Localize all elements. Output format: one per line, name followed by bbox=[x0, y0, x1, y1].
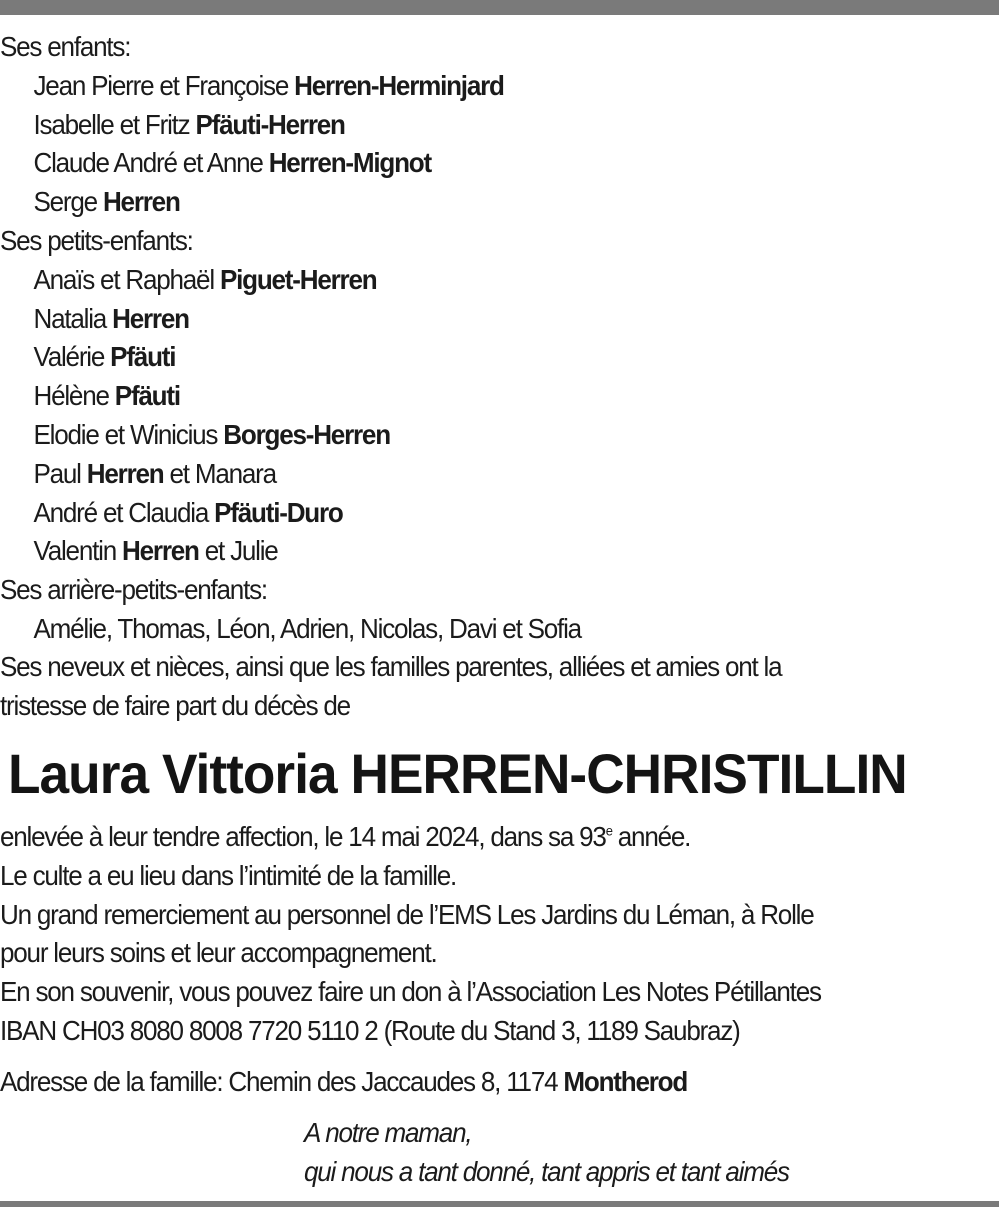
address-town: Montherod bbox=[563, 1066, 688, 1097]
death-prefix: enlevée à leur tendre affection, le 14 mai 2024, dans sa 93 bbox=[0, 821, 606, 852]
partner-name: et Julie bbox=[204, 535, 278, 567]
announcement-line: tristesse de faire part du décès de bbox=[0, 689, 350, 721]
family-list bbox=[0, 28, 999, 649]
family-name: Pfäuti-Herren bbox=[195, 108, 345, 140]
grandchild-entry bbox=[0, 377, 929, 416]
partner-name: et Manara bbox=[169, 457, 276, 489]
family-name: Pfäuti-Duro bbox=[214, 496, 343, 528]
given-names: André et Claudia bbox=[33, 496, 209, 528]
family-name: Herren bbox=[86, 457, 164, 489]
given-names: Elodie et Winicius bbox=[33, 418, 218, 450]
deceased-name: Laura Vittoria HERREN-CHRISTILLIN bbox=[8, 742, 907, 805]
donation-iban: IBAN CH03 8080 8008 7720 5110 2 (Route du Stand 3, 1189 Saubraz) bbox=[0, 1014, 740, 1046]
family-address bbox=[0, 1063, 999, 1102]
death-notice bbox=[0, 818, 929, 857]
bottom-rule bbox=[0, 1201, 999, 1207]
given-names: Anaïs et Raphaël bbox=[33, 263, 214, 295]
child-entry bbox=[0, 67, 929, 106]
child-entry bbox=[0, 106, 929, 145]
family-name: Herren-Herminjard bbox=[294, 69, 504, 101]
given-names: Paul bbox=[33, 457, 81, 489]
grandchild-entry bbox=[0, 300, 929, 339]
given-names: Valentin bbox=[33, 535, 116, 567]
given-names: Isabelle et Fritz bbox=[33, 108, 190, 140]
child-entry bbox=[0, 183, 929, 222]
child-entry bbox=[0, 144, 929, 183]
great-grandchildren-heading: Ses arrière-petits-enfants: bbox=[0, 574, 267, 606]
dedication-line: qui nous a tant donné, tant appris et tant aimés bbox=[304, 1155, 789, 1187]
address-line bbox=[0, 1063, 929, 1102]
grandchild-entry bbox=[0, 455, 929, 494]
great-grandchildren-names: Amélie, Thomas, Léon, Adrien, Nicolas, Davi et Sofia bbox=[33, 612, 581, 644]
family-name: Herren bbox=[112, 302, 189, 334]
children-heading: Ses enfants: bbox=[0, 31, 131, 62]
grandchild-entry bbox=[0, 416, 929, 455]
top-rule bbox=[0, 0, 999, 15]
service-notice: Le culte a eu lieu dans l’intimité de la famille. bbox=[0, 859, 457, 891]
donation-line: En son souvenir, vous pouvez faire un don à l’Association Les Notes Pétillantes bbox=[0, 976, 821, 1008]
grandchild-entry bbox=[0, 338, 929, 377]
death-suffix: année. bbox=[611, 821, 691, 852]
family-name: Pfäuti bbox=[110, 341, 176, 373]
dedication bbox=[304, 1114, 825, 1192]
grandchild-entry bbox=[0, 261, 929, 300]
given-names: Natalia bbox=[33, 302, 107, 334]
family-name: Borges-Herren bbox=[223, 418, 390, 450]
thanks-line: pour leurs soins et leur accompagnement. bbox=[0, 937, 437, 969]
address-prefix: Adresse de la famille: Chemin des Jaccaudes 8, 1174 bbox=[0, 1066, 558, 1097]
given-names: Jean Pierre et Françoise bbox=[33, 69, 289, 101]
family-name: Pfäuti bbox=[114, 380, 180, 412]
grandchild-entry bbox=[0, 494, 929, 533]
grandchildren-heading: Ses petits-enfants: bbox=[0, 224, 193, 256]
family-name: Piguet-Herren bbox=[219, 263, 377, 295]
given-names: Valérie bbox=[33, 341, 105, 373]
details bbox=[0, 818, 999, 1051]
given-names: Claude André et Anne bbox=[33, 147, 263, 179]
thanks-line: Un grand remerciement au personnel de l’EMS Les Jardins du Léman, à Rolle bbox=[0, 898, 814, 930]
given-names: Hélène bbox=[33, 380, 109, 412]
dedication-line: A notre maman, bbox=[304, 1117, 472, 1148]
announcement bbox=[0, 648, 999, 726]
family-name: Herren bbox=[122, 535, 199, 567]
grandchild-entry bbox=[0, 532, 929, 571]
ordinal-suffix: e bbox=[605, 822, 612, 839]
grandchildren-list bbox=[0, 261, 999, 571]
family-name: Herren bbox=[102, 186, 180, 218]
given-names: Serge bbox=[33, 186, 97, 218]
family-name: Herren-Mignot bbox=[268, 147, 431, 179]
announcement-line: Ses neveux et nièces, ainsi que les familles parentes, alliées et amies ont la bbox=[0, 651, 782, 682]
children-list bbox=[0, 67, 999, 222]
